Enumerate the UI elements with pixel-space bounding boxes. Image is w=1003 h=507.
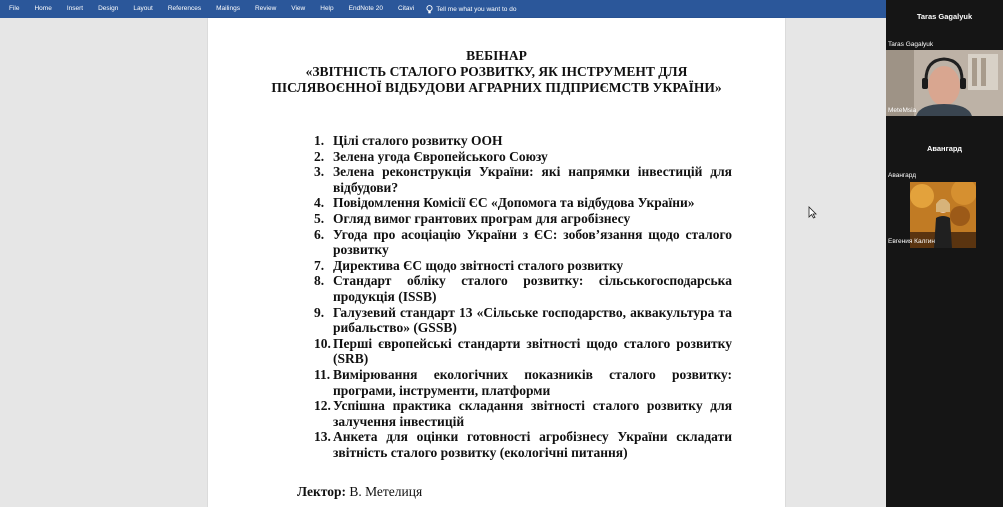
title-line: ПІСЛЯВОЄННОЇ ВІДБУДОВИ АГРАРНИХ ПІДПРИЄМСТВ УКРАЇНИ» <box>271 80 722 95</box>
ribbon-tab[interactable]: File <box>9 5 20 12</box>
agenda-item-number: 7. <box>314 257 325 273</box>
agenda-item-number: 13. <box>314 429 331 445</box>
participant-header: Taras Gagalyuk <box>916 12 973 21</box>
ribbon-tab[interactable]: Design <box>98 5 119 12</box>
agenda-item-text: Зелена угода Європейського Союзу <box>333 148 548 164</box>
agenda-item-text: Вимірювання екологічних показників сталого розвитку: програми, інструменти, платформи <box>333 366 732 398</box>
ribbon-tab[interactable]: Layout <box>133 5 153 12</box>
title-line: «ЗВІТНІСТЬ СТАЛОГО РОЗВИТКУ, ЯК ІНСТРУМЕНТ ДЛЯ <box>305 64 688 79</box>
document-title <box>208 48 785 96</box>
agenda-item <box>314 429 732 460</box>
lightbulb-icon <box>426 5 433 14</box>
ribbon-tab[interactable]: Home <box>34 5 52 12</box>
agenda-item-number: 1. <box>314 133 325 148</box>
agenda-item <box>314 258 732 274</box>
participant-overlay-name: Евгения Калгин <box>888 238 935 245</box>
agenda-item <box>314 227 732 258</box>
participant-name: Taras Gagalyuk <box>888 41 934 48</box>
agenda-item <box>314 273 732 304</box>
agenda-item <box>314 305 732 336</box>
agenda-item-text: Успішна практика складання звітності сталого розвитку для залучення інвестицій <box>333 398 732 429</box>
agenda-item <box>314 398 732 429</box>
agenda-item-number: 11. <box>314 366 331 382</box>
agenda-item-text: Анкета для оцінки готовності агробізнесу України складати звітність сталого розвитку (екологічні питання) <box>333 429 732 460</box>
participant-tile[interactable] <box>886 130 1003 250</box>
agenda-item-text: Цілі сталого розвитку ООН <box>333 133 503 148</box>
tell-me-label: Tell me what you want to do <box>436 5 517 13</box>
agenda-item-text: Директива ЄС щодо звітності сталого розвитку <box>333 257 624 273</box>
agenda-item-number: 4. <box>314 195 325 211</box>
agenda-item-text: Галузевий стандарт 13 «Сільське господарство, аквакультура та рибальство» (GSSB) <box>333 304 732 336</box>
agenda-item-number: 6. <box>314 226 325 242</box>
agenda-item-text: Угода про асоціацію України з ЄС: зобов’язання щодо сталого розвитку <box>333 226 732 258</box>
tell-me-search[interactable] <box>420 5 516 14</box>
ribbon-tab[interactable]: Mailings <box>216 5 240 12</box>
agenda-item-text: Повідомлення Комісії ЄС «Допомога та відбудова України» <box>333 195 695 211</box>
ribbon-tab[interactable]: Review <box>254 5 277 12</box>
agenda-item <box>314 133 732 149</box>
lecturer-line <box>297 484 422 500</box>
ribbon-tab[interactable]: Insert <box>66 5 84 12</box>
participant-name: Авангард <box>888 172 917 179</box>
agenda-item-text: Огляд вимог грантових програм для агробізнесу <box>333 210 631 226</box>
agenda-item-number: 5. <box>314 210 325 226</box>
video-participants-panel <box>886 0 1003 507</box>
title-line: ВЕБІНАР <box>466 48 527 63</box>
lecturer-name: В. Метелиця <box>349 484 423 499</box>
agenda-item <box>314 367 732 398</box>
agenda-item-number: 3. <box>314 164 325 180</box>
ribbon-tab[interactable]: References <box>167 5 202 12</box>
participant-tile[interactable] <box>886 0 1003 120</box>
lecturer-label: Лектор: <box>297 484 346 499</box>
agenda-item-number: 2. <box>314 148 325 164</box>
agenda-item-text: Стандарт обліку сталого розвитку: сільськогосподарська продукція (ISSB) <box>333 273 732 304</box>
participant-header: Авангард <box>926 144 963 153</box>
agenda-item-text: Зелена реконструкція України: які напрямки інвестицій для відбудови? <box>333 164 732 195</box>
agenda-item <box>314 164 732 195</box>
agenda-item <box>314 149 732 165</box>
agenda-list <box>314 133 732 460</box>
participant-overlay-name: MeteMsia <box>888 107 917 114</box>
agenda-item-text: Перші європейські стандарти звітності щодо сталого розвитку (SRB) <box>333 335 732 367</box>
word-ribbon <box>0 0 886 18</box>
agenda-item <box>314 211 732 227</box>
agenda-item-number: 10. <box>314 335 331 351</box>
document-page[interactable] <box>208 18 785 507</box>
agenda-item-number: 8. <box>314 273 325 289</box>
ribbon-tab[interactable]: EndNote 20 <box>348 5 383 12</box>
ribbon-tab[interactable]: Citavi <box>397 5 415 12</box>
document-area[interactable] <box>0 18 886 507</box>
ribbon-tab[interactable]: Help <box>320 5 334 12</box>
agenda-item <box>314 195 732 211</box>
agenda-item <box>314 336 732 367</box>
agenda-item-number: 12. <box>314 398 331 414</box>
ribbon-tab[interactable]: View <box>291 5 306 12</box>
agenda-item-number: 9. <box>314 304 325 320</box>
mouse-cursor-icon <box>808 206 817 224</box>
